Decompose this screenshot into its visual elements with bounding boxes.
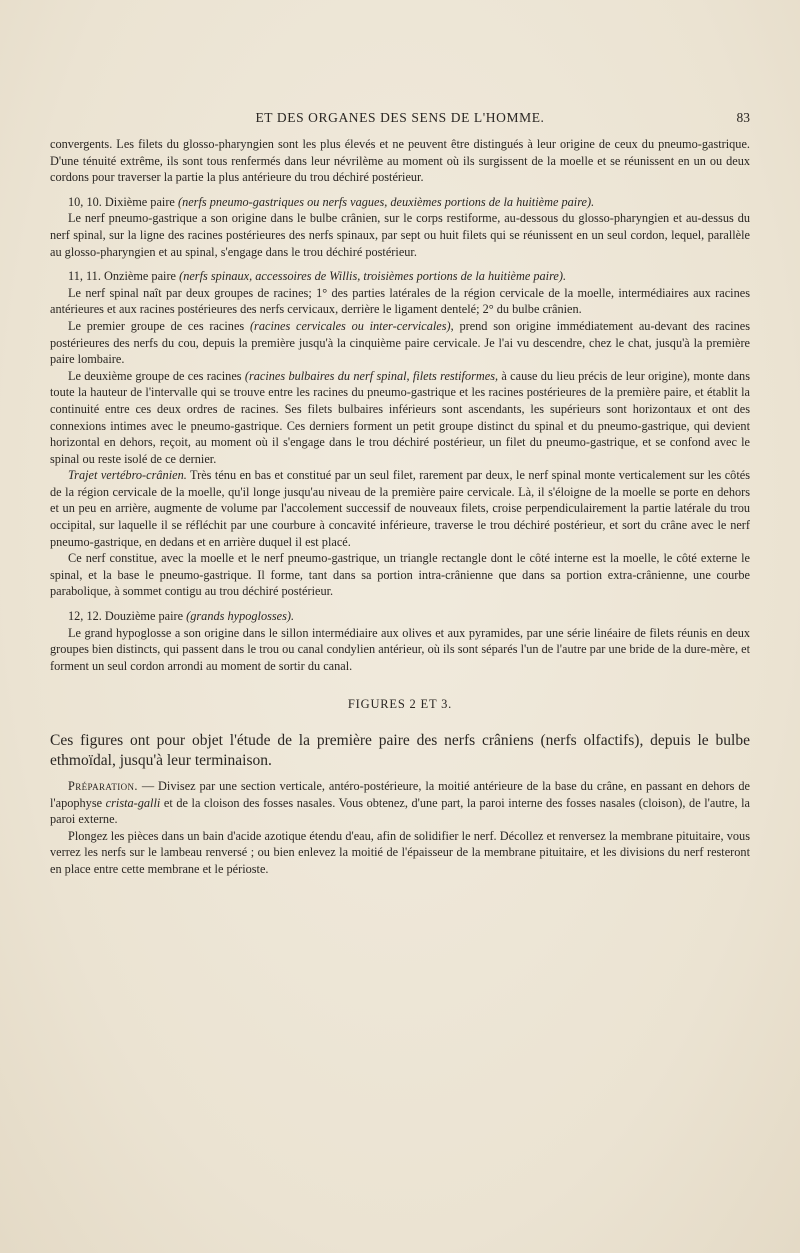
text-run: Le premier groupe de ces racines xyxy=(68,318,250,333)
italic-run: Trajet vertébro-crânien. xyxy=(68,468,187,483)
italic-run: (racines cervicales ou inter-cervicales) xyxy=(249,318,451,333)
paragraph-nerf-spinal: Le nerf spinal naît par deux groupes de racines; 1° des parties latérales de la région cervicale de la moelle, intermédiaires aux racines antérieures et aux racines postérieures des nerfs cervicaux, derrière le ligament dentelé; 2° du bulbe crânien. xyxy=(50,285,750,317)
paragraph-plongez: Plongez les pièces dans un bain d'acide azotique étendu d'eau, afin de solidifier le nerf. Décollez et renversez la membrane pituitaire, vous verrez les nerfs sur le lambeau renversé ; ou bien enlevez la moitié de l'épaisseur de la membrane pituitaire, et les divisions du nerf resteront en place entre cette membrane et le périoste. xyxy=(50,828,750,876)
heading-italic: (nerfs pneumo-gastriques ou nerfs vagues, deuxièmes portions de la huitième paire). xyxy=(177,194,595,209)
italic-run: crista-galli xyxy=(105,795,161,810)
small-caps-run: Préparation. xyxy=(68,779,138,793)
heading-number: 12, 12. Douzième paire xyxy=(68,609,187,624)
paragraph-triangle: Ce nerf constitue, avec la moelle et le nerf pneumo-gastrique, un triangle rectangle dont le côté interne est la moelle, le côté externe le spinal, et la base le pneumo-gastrique. Il forme, tant dans sa portion intra-crânienne que dans sa portion extra-crânienne, une courbe parabolique, à sommet contigu au trou déchiré postérieur. xyxy=(50,551,750,599)
figures-heading: FIGURES 2 ET 3. xyxy=(347,697,453,712)
heading-onzieme-paire xyxy=(50,268,750,285)
running-title: ET DES ORGANES DES SENS DE L'HOMME. xyxy=(255,110,545,125)
text-run: , prend son origine immédiatement au-devant des racines postérieures des nerfs du cou, depuis la première jusqu'à la cinquième paire cervicale. Je l'ai vu descendre, chez le chat, jusqu'à la première paire lombaire. xyxy=(50,318,751,367)
text-run: Le deuxième groupe de ces racines xyxy=(68,368,245,383)
page-number: 83 xyxy=(736,110,750,125)
page-header xyxy=(50,110,750,130)
body-text xyxy=(50,136,750,878)
paragraph-figures-intro: Ces figures ont pour objet l'étude de la première paire des nerfs crâniens (nerfs olfactifs), depuis le bulbe ethmoïdal, jusqu'à leur terminaison. xyxy=(50,732,750,769)
heading-douzieme-paire xyxy=(50,608,750,625)
paragraph-glosso-pharyngien: convergents. Les filets du glosso-pharyngien sont les plus élevés et ne peuvent être distingués à leur origine de ceux du pneumo-gastrique. D'une ténuité extrême, ils sont tous renfermés dans leur névrilème au moment où ils surgissent de la moelle et se réunissent en un ou deux cordons pour traverser la partie la plus antérieure du trou déchiré postérieur. xyxy=(50,137,750,185)
heading-number: 10, 10. Dixième paire xyxy=(68,194,178,209)
paragraph-trajet xyxy=(50,467,750,550)
heading-italic: (nerfs spinaux, accessoires de Willis, troisièmes portions de la huitième paire). xyxy=(179,269,567,284)
text-run: — Divisez par une section verticale, antéro-postérieure, la moitié antérieure de la base du crâne, en passant en dehors de l'apophyse xyxy=(50,779,750,810)
paragraph-preparation xyxy=(50,778,750,828)
paragraph-hypoglosse: Le grand hypoglosse a son origine dans le sillon intermédiaire aux olives et aux pyramides, par une série linéaire de filets réunis en deux groupes bien distincts, qui passent dans le trou ou canal condylien antérieur, où ils sont séparés l'un de l'autre par une bride de la dure-mère, et forment un seul cordon arrondi au moment de sortir du canal. xyxy=(50,625,750,673)
paragraph-premier-groupe xyxy=(50,318,750,368)
italic-run: (racines bulbaires du nerf spinal, filets restiformes, xyxy=(244,368,499,383)
heading-dixieme-paire xyxy=(50,194,750,211)
text-run: et de la cloison des fosses nasales. Vous obtenez, d'une part, la paroi interne des fosses nasales (cloison), de l'autre, la paroi externe. xyxy=(50,795,750,827)
text-run: à cause du lieu précis de leur origine), monte dans toute la hauteur de l'intervalle qui se trouve entre les racines du pneumo-gastrique et les racines postérieures de la première paire, et établit la continuité entre ces deux ordres de racines. Ses filets bulbaires inférieurs sont ascendants, les supérieurs sont horizontaux et ont des connexions intimes avec le pneumo-gastrique. Ces derniers forment un petit groupe distinct du spinal et du pneumo-gastrique, qui devient horizontal en dehors, reçoit, au moment où il s'engage dans le trou déchiré postérieur, un filet du pneumo-gastrique, et se confond avec le spinal ou reste isolé de ce dernier. xyxy=(50,368,750,466)
heading-italic: (grands hypoglosses). xyxy=(186,609,295,624)
paragraph-pneumo-gastrique: Le nerf pneumo-gastrique a son origine dans le bulbe crânien, sur le corps restiforme, au-dessous du glosso-pharyngien et au-dessus du nerf spinal, sur la ligne des racines postérieures des nerfs spinaux, par sept ou huit filets qui se réunissent en un seul cordon, lequel, parallèle au glosso-pharyngien et au spinal, s'engage dans le trou déchiré postérieur. xyxy=(50,211,750,259)
paragraph-deuxieme-groupe xyxy=(50,368,750,468)
heading-number: 11, 11. Onzième paire xyxy=(68,269,180,284)
text-run: Très ténu en bas et constitué par un seul filet, rarement par deux, le nerf spinal monte verticalement sur les côtés de la région cervicale de la moelle, qu'il longe jusqu'au niveau de la première paire cervicale. Là, il s'éloigne de la moelle se porte en dehors et un peu en arrière, augmente de volume par l'accolement successif de nouveaux filets, croise perpendiculairement la partie latérale du trou occipital, sur laquelle il se réfléchit par une courbure à concavité inférieure, traverse le trou déchiré postérieur, et sort du crâne avec le nerf pneumo-gastrique, en dedans et en arrière duquel il est placé. xyxy=(50,468,750,549)
